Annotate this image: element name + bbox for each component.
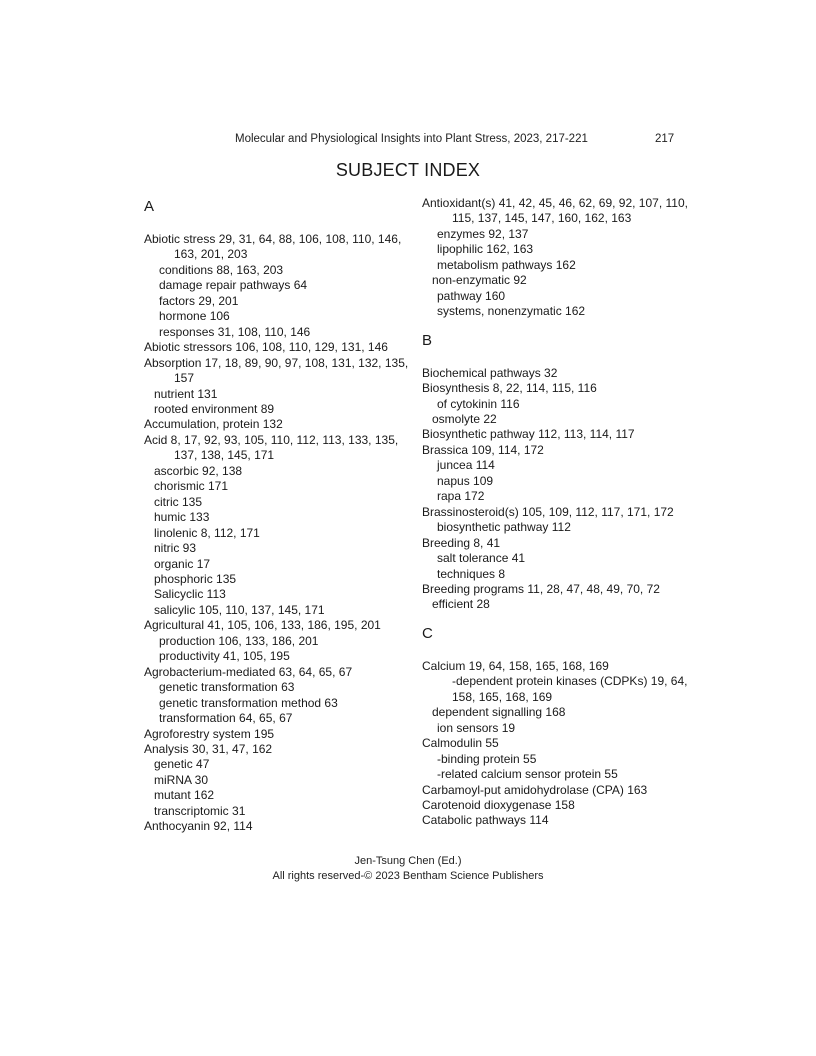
index-entry: Anthocyanin 92, 114 bbox=[144, 819, 253, 834]
index-entry: Agricultural 41, 105, 106, 133, 186, 195, 201 bbox=[144, 618, 381, 633]
index-entry: Absorption 17, 18, 89, 90, 97, 108, 131, 132, 135, 157 bbox=[144, 355, 409, 386]
index-entry: Calcium 19, 64, 158, 165, 168, 169 bbox=[422, 658, 609, 673]
index-subentry: napus 109 bbox=[437, 473, 494, 488]
section-letter: A bbox=[144, 198, 155, 215]
index-subentry: juncea 114 bbox=[437, 458, 495, 473]
index-subentry: genetic transformation 63 bbox=[159, 680, 295, 695]
index-entry: Acid 8, 17, 92, 93, 105, 110, 112, 113, 133, 135, 137, 138, 145, 171 bbox=[144, 432, 399, 463]
page-footer bbox=[0, 854, 816, 884]
index-entry: Biosynthesis 8, 22, 114, 115, 116 bbox=[422, 381, 597, 396]
index-subentry: factors 29, 201 bbox=[159, 293, 239, 308]
index-entry: Breeding 8, 41 bbox=[422, 535, 501, 550]
index-subentry: pathway 160 bbox=[437, 288, 506, 303]
index-subentry: salicylic 105, 110, 137, 145, 171 bbox=[154, 602, 325, 617]
index-subentry: transformation 64, 65, 67 bbox=[159, 711, 293, 726]
index-subentry: hormone 106 bbox=[159, 309, 230, 324]
index-subentry: organic 17 bbox=[154, 556, 211, 571]
index-entry: Carbamoyl-put amidohydrolase (CPA) 163 bbox=[422, 782, 648, 797]
index-subentry: techniques 8 bbox=[437, 566, 506, 581]
index-subentry: of cytokinin 116 bbox=[437, 396, 520, 411]
index-entry: Abiotic stressors 106, 108, 110, 129, 131, 146 bbox=[144, 340, 388, 355]
index-subentry: osmolyte 22 bbox=[432, 411, 497, 426]
index-subentry: -binding protein 55 bbox=[437, 751, 537, 766]
index-subentry: chorismic 171 bbox=[154, 479, 229, 494]
page-number: 217 bbox=[655, 133, 675, 145]
index-entry: Carotenoid dioxygenase 158 bbox=[422, 797, 575, 812]
index-subentry: nutrient 131 bbox=[154, 386, 218, 401]
index-subentry: productivity 41, 105, 195 bbox=[159, 649, 290, 664]
index-entry: Accumulation, protein 132 bbox=[144, 417, 283, 432]
index-subentry: phosphoric 135 bbox=[154, 571, 237, 586]
index-entry: Agrobacterium-mediated 63, 64, 65, 67 bbox=[144, 664, 353, 679]
index-subentry: humic 133 bbox=[154, 510, 210, 525]
footer-editor: Jen-Tsung Chen (Ed.) bbox=[354, 855, 462, 867]
index-subentry: non-enzymatic 92 bbox=[432, 273, 527, 288]
index-subentry: citric 135 bbox=[154, 494, 203, 509]
index-entry: Abiotic stress 29, 31, 64, 88, 106, 108, 110, 146, 163, 201, 203 bbox=[144, 232, 402, 262]
index-entry: Biosynthetic pathway 112, 113, 114, 117 bbox=[422, 427, 635, 442]
index-subentry: ascorbic 92, 138 bbox=[154, 463, 243, 478]
index-entry: Antioxidant(s) 41, 42, 45, 46, 62, 69, 92, 107, 110, 115, 137, 145, 147, 160, 162, 163 bbox=[422, 196, 688, 226]
running-head: Molecular and Physiological Insights into Plant Stress, 2023, 217-221 bbox=[235, 133, 588, 145]
index-entry: Agroforestry system 195 bbox=[144, 726, 275, 741]
index-subentry: efficient 28 bbox=[432, 597, 490, 612]
index-subentry: mutant 162 bbox=[154, 788, 215, 803]
index-entry: Brassica 109, 114, 172 bbox=[422, 442, 544, 457]
index-subentry: production 106, 133, 186, 201 bbox=[159, 633, 319, 648]
index-subentry: transcriptomic 31 bbox=[154, 803, 246, 818]
index-subentry: systems, nonenzymatic 162 bbox=[437, 304, 586, 319]
section-letter: C bbox=[422, 624, 433, 642]
section-letter: B bbox=[422, 331, 433, 349]
index-subentry: rapa 172 bbox=[437, 489, 485, 504]
index-subentry: enzymes 92, 137 bbox=[437, 226, 529, 241]
index-subentry: genetic transformation method 63 bbox=[159, 695, 338, 710]
index-subentry: biosynthetic pathway 112 bbox=[437, 520, 571, 535]
index-subentry: conditions 88, 163, 203 bbox=[159, 262, 284, 277]
index-subentry: salt tolerance 41 bbox=[437, 551, 526, 566]
index-subentry: linolenic 8, 112, 171 bbox=[154, 525, 260, 540]
index-entry: Calmodulin 55 bbox=[422, 736, 499, 751]
index-subentry: ion sensors 19 bbox=[437, 720, 516, 735]
index-subentry: rooted environment 89 bbox=[154, 401, 275, 416]
index-entry: Brassinosteroid(s) 105, 109, 112, 117, 171, 172 bbox=[422, 504, 674, 519]
footer-rights: All rights reserved-© 2023 Bentham Science Publishers bbox=[272, 870, 544, 882]
index-subentry: Salicyclic 113 bbox=[154, 587, 226, 602]
index-subentry: -dependent protein kinases (CDPKs) 19, 64, 158, 165, 168, 169 bbox=[452, 674, 688, 704]
index-entry: Breeding programs 11, 28, 47, 48, 49, 70, 72 bbox=[422, 581, 660, 596]
index-column-right bbox=[422, 196, 692, 829]
page-title: SUBJECT INDEX bbox=[335, 160, 481, 180]
index-subentry: miRNA 30 bbox=[154, 772, 209, 787]
index-entry: Catabolic pathways 114 bbox=[422, 813, 549, 828]
index-entry: Analysis 30, 31, 47, 162 bbox=[144, 741, 273, 756]
index-subentry: damage repair pathways 64 bbox=[159, 278, 308, 293]
index-subentry: dependent signalling 168 bbox=[432, 705, 566, 720]
index-entry: Biochemical pathways 32 bbox=[422, 365, 558, 380]
index-subentry: -related calcium sensor protein 55 bbox=[437, 767, 618, 782]
index-subentry: nitric 93 bbox=[154, 541, 197, 556]
index-subentry: lipophilic 162, 163 bbox=[437, 242, 534, 257]
index-subentry: metabolism pathways 162 bbox=[437, 257, 576, 272]
index-subentry: responses 31, 108, 110, 146 bbox=[159, 324, 311, 339]
index-subentry: genetic 47 bbox=[154, 757, 210, 772]
index-column-left bbox=[144, 198, 409, 835]
